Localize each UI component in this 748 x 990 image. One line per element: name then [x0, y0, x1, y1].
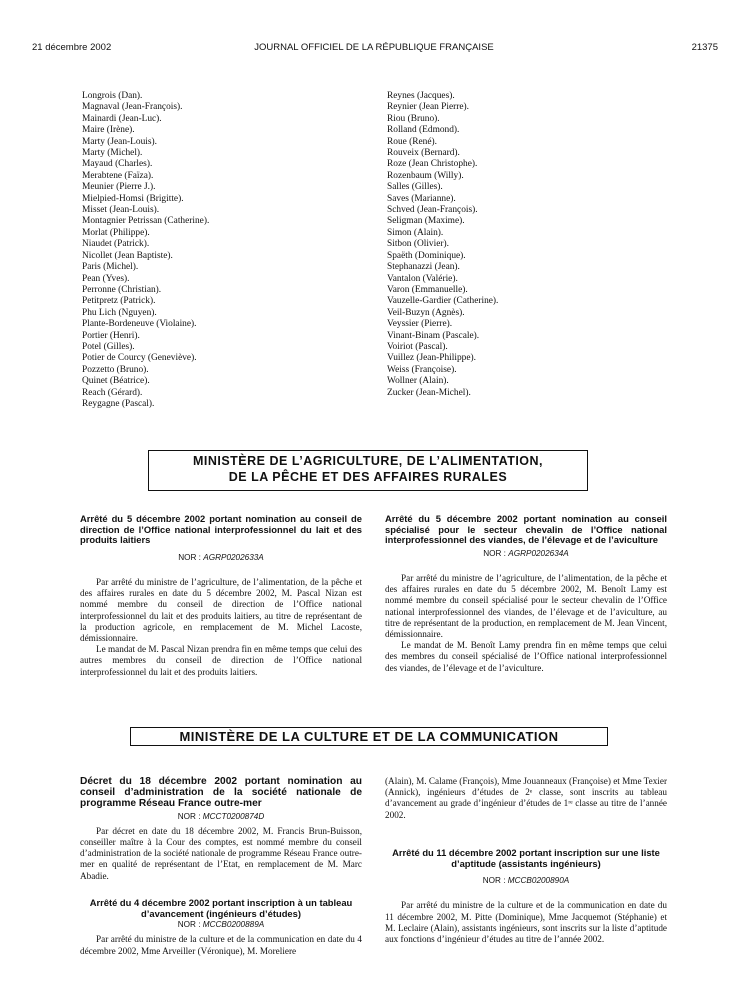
name-entry: Maire (Irène).: [82, 125, 135, 136]
name-entry: Reach (Gérard).: [82, 387, 143, 398]
article-3-paragraph-1: Par décret en date du 18 décembre 2002, M. Francis Brun-Buisson, conseiller maître à la Cour des comptes, est nommé membre du conseil d’administration de la société nationale de programme Réseau France outre-mer en qualité de représentant de l’Etat, en remplacement de M. Marc Abadie.: [80, 825, 362, 881]
article-3-title: Décret du 18 décembre 2002 portant nomination au conseil d’administration de la société nationale de programme Réseau France outre-mer: [80, 776, 362, 810]
article-1-nor: NOR : AGRP0202633A: [178, 552, 264, 562]
name-entry: Stephanazzi (Jean).: [387, 262, 460, 273]
name-entry: Marty (Jean-Louis).: [82, 136, 157, 147]
name-entry: Zucker (Jean-Michel).: [387, 387, 471, 398]
ministry-agriculture-line2: DE LA PÊCHE ET DES AFFAIRES RURALES: [228, 470, 508, 484]
name-entry: Meunier (Pierre J.).: [82, 182, 156, 193]
name-entry: Misset (Jean-Louis).: [82, 205, 160, 216]
names-list-left: [82, 91, 209, 410]
name-entry: Nicollet (Jean Baptiste).: [82, 250, 173, 261]
name-entry: Pean (Yves).: [82, 273, 130, 284]
article-3: [80, 776, 362, 882]
name-entry: Petitpretz (Patrick).: [82, 296, 156, 307]
name-entry: Sitbon (Olivier).: [387, 239, 449, 250]
name-entry: Varon (Emmanuelle).: [387, 284, 468, 295]
name-entry: Pozzetto (Bruno).: [82, 364, 149, 375]
article-2-paragraph-1: Par arrêté du ministre de l’agriculture, de l’alimentation, de la pêche et des affaires rurales en date du 5 décembre 2002, M. Benoît Lamy est nommé membre du conseil spécialisé pour le secteur chevalin de l’Office national interprofessionnel des viandes, de l’élevage et de l’aviculture, au titre de représentant de la production, en remplacement de M. Jean Vincent, démissionnaire.: [385, 572, 667, 639]
article-5: [385, 848, 667, 945]
name-entry: Mainardi (Jean-Luc).: [82, 113, 162, 124]
header-date: 21 décembre 2002: [32, 42, 112, 53]
article-2-title: Arrêté du 5 décembre 2002 portant nomination au conseil spécialisé pour le secteur chevalin de l’Office national interprofessionnel des viandes, de l’élevage et de l’aviculture: [385, 513, 667, 546]
name-entry: Reynier (Jean Pierre).: [387, 102, 469, 113]
name-entry: Roze (Jean Christophe).: [387, 159, 478, 170]
name-entry: Portier (Henri).: [82, 330, 140, 341]
article-5-nor: NOR : MCCB0200890A: [482, 876, 570, 886]
article-4-paragraph-1: Par arrêté du ministre de la culture et de la communication en date du 4 décembre 2002, Mme Arveiller (Véronique), M. Moreliere: [80, 934, 362, 956]
ministry-agriculture-line1: MINISTÈRE DE L’AGRICULTURE, DE L’ALIMENTATION,: [192, 454, 544, 468]
article-2-nor: NOR : AGRP0202634A: [483, 548, 569, 558]
page-number: 21375: [691, 42, 718, 53]
name-entry: Paris (Michel).: [82, 262, 139, 273]
article-2: [385, 514, 667, 674]
name-entry: Niaudet (Patrick).: [82, 239, 150, 250]
name-entry: Quinet (Béatrice).: [82, 376, 150, 387]
article-1: [80, 514, 362, 678]
name-entry: Perronne (Christian).: [82, 284, 162, 295]
article-4-nor: NOR : MCCB0200889A: [177, 920, 265, 930]
name-entry: Mielpied-Homsi (Brigitte).: [82, 193, 184, 204]
name-entry: Reygagne (Pascal).: [82, 398, 155, 409]
name-entry: Plante-Bordeneuve (Violaine).: [82, 319, 197, 330]
name-entry: Vauzelle-Gardier (Catherine).: [387, 296, 499, 307]
name-entry: Weiss (Françoise).: [387, 364, 457, 375]
name-entry: Schved (Jean-François).: [387, 205, 478, 216]
article-3-nor: NOR : MCCT0200874D: [177, 811, 265, 821]
name-entry: Seligman (Maxime).: [387, 216, 465, 227]
name-entry: Spaëth (Dominique).: [387, 250, 466, 261]
article-4-title: Arrêté du 4 décembre 2002 portant inscription à un tableau d’avancement (ingénieurs d’études): [89, 897, 353, 919]
journal-title: JOURNAL OFFICIEL DE LA RÉPUBLIQUE FRANÇAISE: [254, 42, 494, 53]
name-entry: Merabtene (Faïza).: [82, 170, 154, 181]
article-1-paragraph-1: Par arrêté du ministre de l’agriculture, de l’alimentation, de la pêche et des affaires rurales en date du 5 décembre 2002, M. Pascal Nizan est nommé membre du conseil de direction de l’Office national interprofessionnel du lait et des produits laitiers, au titre de représentant de la production agricole, en remplacement de M. Michel Lacoste, démissionnaire.: [80, 576, 362, 643]
article-5-paragraph-1: Par arrêté du ministre de la culture et de la communication en date du 11 décembre 2002, M. Pitte (Dominique), Mme Jacquemot (Stéphanie) et M. Leclaire (Alain), assistants ingénieurs, sont inscrits sur la liste d’aptitude aux fonctions d’ingénieur d’études au titre de l’année 2002.: [385, 900, 667, 944]
article-4: [80, 898, 362, 957]
name-entry: Marty (Michel).: [82, 148, 143, 159]
name-entry: Rozenbaum (Willy).: [387, 170, 464, 181]
name-entry: Reynes (Jacques).: [387, 91, 455, 101]
article-5-title: Arrêté du 11 décembre 2002 portant inscription sur une liste d’aptitude (assistants ingénieurs): [392, 847, 660, 869]
name-entry: Rouveix (Bernard).: [387, 148, 460, 159]
name-entry: Montagnier Petrissan (Catherine).: [82, 216, 210, 227]
name-entry: Wollner (Alain).: [387, 376, 449, 387]
ministry-agriculture-heading: [148, 450, 588, 491]
name-entry: Morlat (Philippe).: [82, 227, 150, 238]
name-entry: Saves (Marianne).: [387, 193, 456, 204]
article-4-paragraph-1-continued: (Alain), M. Calame (François), Mme Jouanneaux (Françoise) et Mme Texier (Annick), ingénieurs d’études de 2ᵉ classe, sont inscrits au tableau d’avancement au grade d’ingénieur d’études de 1ʳᵉ classe au titre de l’année 2002.: [385, 776, 667, 820]
name-entry: Magnaval (Jean-François).: [82, 102, 183, 113]
name-entry: Simon (Alain).: [387, 227, 444, 238]
names-list-right: [387, 91, 498, 399]
name-entry: Rolland (Edmond).: [387, 125, 460, 136]
name-entry: Potel (Gilles).: [82, 341, 135, 352]
name-entry: Vantalon (Valérie).: [387, 273, 458, 284]
name-entry: Potier de Courcy (Geneviève).: [82, 353, 197, 364]
name-entry: Veil-Buzyn (Agnès).: [387, 307, 465, 318]
article-1-paragraph-2: Le mandat de M. Pascal Nizan prendra fin en même temps que celui des autres membres du conseil de direction de l’Office national interprofessionnel du lait et des produits laitiers.: [80, 644, 362, 677]
name-entry: Mayaud (Charles).: [82, 159, 153, 170]
article-2-paragraph-2: Le mandat de M. Benoît Lamy prendra fin en même temps que celui des membres du conseil spécialisé de l’Office national interprofessionnel des viandes, de l’élevage et de l’aviculture.: [385, 640, 667, 673]
article-4-continued: [385, 776, 667, 821]
article-1-title: Arrêté du 5 décembre 2002 portant nomination au conseil de direction de l’Office national interprofessionnel du lait et des produits laitiers: [80, 513, 362, 546]
ministry-culture-heading: MINISTÈRE DE LA CULTURE ET DE LA COMMUNICATION: [130, 727, 608, 746]
name-entry: Salles (Gilles).: [387, 182, 443, 193]
name-entry: Roue (René).: [387, 136, 437, 147]
name-entry: Riou (Bruno).: [387, 113, 440, 124]
name-entry: Longrois (Dan).: [82, 91, 143, 101]
name-entry: Vuillez (Jean-Philippe).: [387, 353, 476, 364]
name-entry: Veyssier (Pierre).: [387, 319, 453, 330]
name-entry: Voiriot (Pascal).: [387, 341, 448, 352]
name-entry: Vinant-Binam (Pascale).: [387, 330, 480, 341]
name-entry: Phu Lich (Nguyen).: [82, 307, 157, 318]
